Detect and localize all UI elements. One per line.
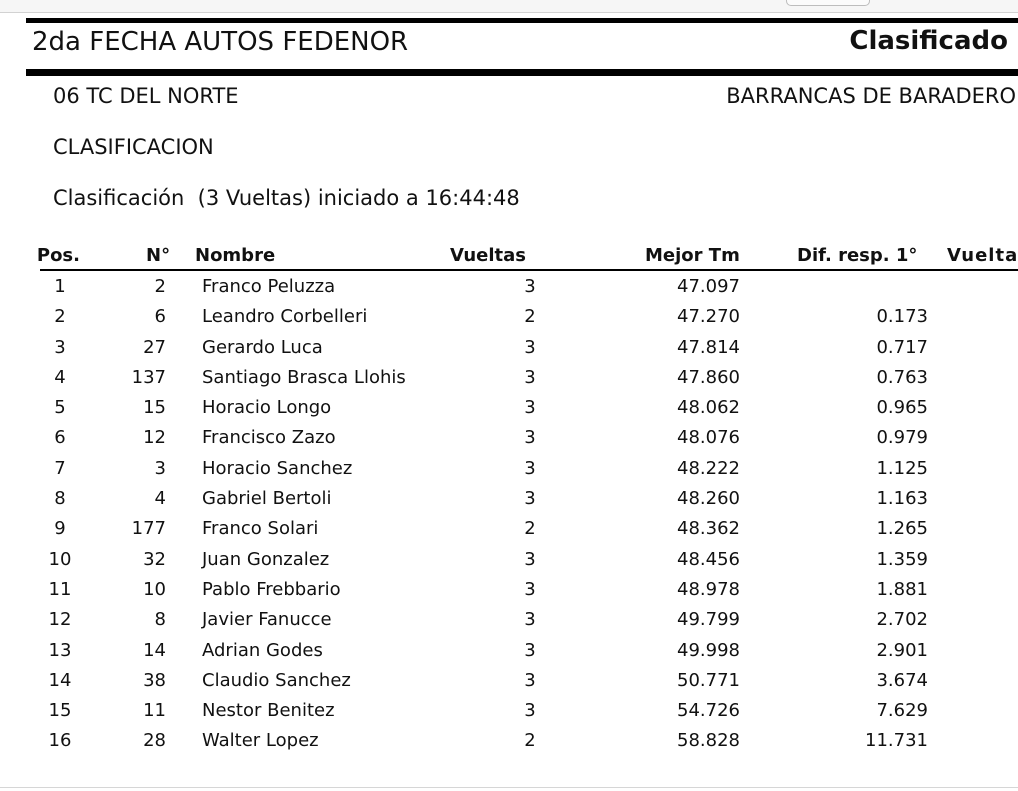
column-header-pos-clip [36, 244, 100, 268]
gap-cell: 2.901 [876, 639, 928, 661]
laps-cell: 3 [524, 276, 536, 297]
position-cell: 7 [54, 457, 66, 479]
position-cell: 2 [54, 306, 66, 328]
table-row [0, 575, 1018, 605]
laps-cell: 3 [524, 397, 536, 419]
position-cell: 11 [48, 578, 72, 600]
driver-name-cell: Nestor Benitez [202, 700, 335, 722]
car-number-cell: 3 [154, 457, 166, 479]
gap-cell: 1.125 [876, 457, 928, 479]
position-cell: 3 [54, 336, 66, 358]
laps-cell: 3 [524, 578, 536, 600]
car-number-cell: 8 [154, 609, 166, 631]
column-header-last: Vuelta [947, 245, 1018, 266]
best-time-cell: 48.062 [677, 397, 740, 419]
driver-name-cell: Gabriel Bertoli [202, 488, 332, 510]
car-number-cell: 137 [131, 366, 166, 388]
position-cell: 4 [54, 366, 66, 388]
laps-cell: 3 [524, 336, 536, 358]
column-header-laps: Vueltas [450, 245, 526, 266]
best-time-cell: 47.270 [677, 306, 740, 328]
event-title: 2da FECHA AUTOS FEDENOR [32, 27, 409, 57]
laps-cell: 3 [524, 669, 536, 691]
driver-name-cell: Walter Lopez [202, 730, 319, 752]
car-number-cell: 32 [143, 548, 166, 570]
car-number-cell: 177 [131, 518, 166, 540]
header-bottom-rule [26, 69, 1018, 76]
best-time-cell: 58.828 [677, 730, 740, 752]
column-header-number: N° [146, 245, 171, 266]
gap-cell: 0.979 [876, 427, 928, 449]
category-name: 06 TC DEL NORTE [53, 84, 239, 108]
best-time-cell: 48.456 [677, 548, 740, 570]
browser-top-strip [0, 0, 1018, 13]
table-header-rule [40, 269, 1018, 271]
table-row [0, 696, 1018, 726]
car-number-cell: 28 [143, 730, 166, 752]
column-header-pos: Pos. [36, 245, 80, 266]
laps-cell: 3 [524, 457, 536, 479]
best-time-cell: 47.097 [677, 276, 740, 297]
position-cell: 12 [48, 609, 72, 631]
column-header-name: Nombre [195, 245, 276, 266]
driver-name-cell: Horacio Longo [202, 397, 332, 419]
best-time-cell: 47.860 [677, 366, 740, 388]
driver-name-cell: Claudio Sanchez [202, 669, 351, 691]
laps-cell: 3 [524, 609, 536, 631]
car-number-cell: 6 [154, 306, 166, 328]
car-number-cell: 27 [143, 336, 166, 358]
car-number-cell: 12 [143, 427, 166, 449]
car-number-cell: 10 [143, 578, 166, 600]
gap-cell: 2.702 [876, 609, 928, 631]
column-header-best: Mejor Tm [645, 245, 740, 266]
driver-name-cell: Juan Gonzalez [202, 548, 330, 570]
gap-cell: 11.731 [865, 730, 928, 752]
toolbar-button[interactable] [786, 0, 870, 6]
laps-cell: 3 [524, 639, 536, 661]
table-row [0, 514, 1018, 544]
table-row [0, 302, 1018, 332]
position-cell: 13 [48, 639, 72, 661]
table-row [0, 636, 1018, 666]
gap-cell: 0.965 [876, 397, 928, 419]
table-row [0, 545, 1018, 575]
driver-name-cell: Pablo Frebbario [202, 578, 341, 600]
column-header-laps-clip [450, 244, 536, 268]
position-cell: 15 [48, 700, 72, 722]
position-cell: 6 [54, 427, 66, 449]
driver-name-cell: Franco Solari [202, 518, 319, 540]
driver-name-cell: Franco Peluzza [202, 276, 336, 297]
best-time-cell: 47.814 [677, 336, 740, 358]
table-row [0, 272, 1018, 302]
car-number-cell: 14 [143, 639, 166, 661]
car-number-cell: 11 [143, 700, 166, 722]
position-cell: 16 [48, 730, 72, 752]
table-row [0, 666, 1018, 696]
gap-cell: 0.763 [876, 366, 928, 388]
laps-cell: 3 [524, 488, 536, 510]
driver-name-cell: Santiago Brasca Llohis [202, 366, 406, 388]
header-top-rule [26, 18, 1018, 23]
page-bottom-rule [0, 787, 1018, 788]
laps-cell: 2 [524, 730, 536, 752]
venue-name: BARRANCAS DE BARADERO [726, 84, 1016, 108]
best-time-cell: 54.726 [677, 700, 740, 722]
laps-cell: 3 [524, 427, 536, 449]
car-number-cell: 15 [143, 397, 166, 419]
best-time-cell: 49.998 [677, 639, 740, 661]
column-header-last-clip [947, 244, 1018, 268]
table-row [0, 484, 1018, 514]
laps-cell: 2 [524, 518, 536, 540]
best-time-cell: 48.222 [677, 457, 740, 479]
results-table-body [0, 272, 1018, 757]
best-time-cell: 48.076 [677, 427, 740, 449]
laps-cell: 2 [524, 306, 536, 328]
position-cell: 8 [54, 488, 66, 510]
driver-name-cell: Francisco Zazo [202, 427, 336, 449]
gap-cell: 1.265 [876, 518, 928, 540]
car-number-cell: 4 [154, 488, 166, 510]
laps-cell: 3 [524, 548, 536, 570]
column-header-diff: Dif. resp. 1° [797, 245, 918, 266]
best-time-cell: 48.362 [677, 518, 740, 540]
gap-cell: 3.674 [876, 669, 928, 691]
position-cell: 14 [48, 669, 72, 691]
table-row [0, 423, 1018, 453]
driver-name-cell: Leandro Corbelleri [202, 306, 368, 328]
laps-cell: 3 [524, 700, 536, 722]
position-cell: 5 [54, 397, 66, 419]
status-label: Clasificado [849, 26, 1008, 56]
session-info: Clasificación (3 Vueltas) iniciado a 16:44:48 [53, 186, 520, 210]
car-number-cell: 38 [143, 669, 166, 691]
table-row [0, 605, 1018, 635]
best-time-cell: 48.260 [677, 488, 740, 510]
laps-cell: 3 [524, 366, 536, 388]
car-number-cell: 2 [154, 276, 166, 297]
gap-cell: 1.359 [876, 548, 928, 570]
best-time-cell: 48.978 [677, 578, 740, 600]
driver-name-cell: Horacio Sanchez [202, 457, 353, 479]
table-row [0, 726, 1018, 756]
driver-name-cell: Adrian Godes [202, 639, 323, 661]
session-name: CLASIFICACION [53, 135, 214, 159]
driver-name-cell: Javier Fanucce [202, 609, 332, 631]
position-cell: 10 [48, 548, 72, 570]
position-cell: 9 [54, 518, 66, 540]
gap-cell: 7.629 [876, 700, 928, 722]
gap-cell: 0.717 [876, 336, 928, 358]
table-row [0, 454, 1018, 484]
table-row [0, 333, 1018, 363]
best-time-cell: 50.771 [677, 669, 740, 691]
table-row [0, 393, 1018, 423]
gap-cell: 1.881 [876, 578, 928, 600]
gap-cell: 1.163 [876, 488, 928, 510]
best-time-cell: 49.799 [677, 609, 740, 631]
gap-cell: 0.173 [876, 306, 928, 328]
table-row [0, 363, 1018, 393]
position-cell: 1 [54, 276, 66, 297]
driver-name-cell: Gerardo Luca [202, 336, 323, 358]
